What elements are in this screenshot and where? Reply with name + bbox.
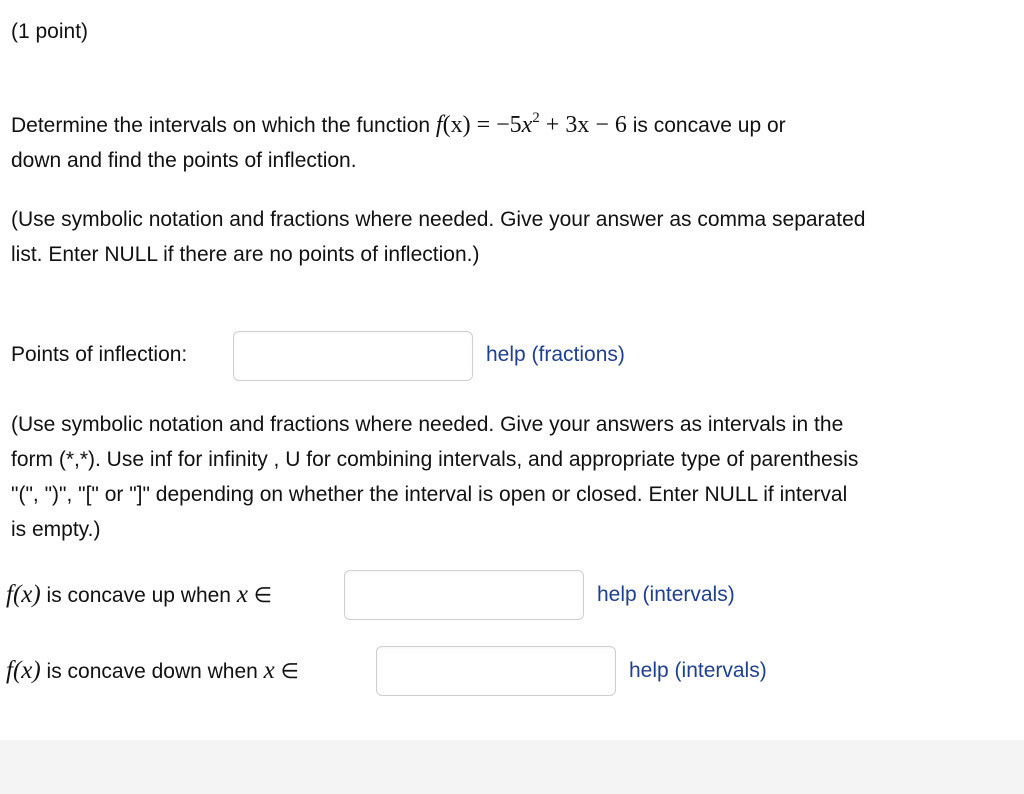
formula-exponent: 2 xyxy=(532,110,540,126)
concave-down-function xyxy=(6,657,41,684)
points-label: (1 point) xyxy=(11,20,89,43)
instructions-line1: (Use symbolic notation and fractions where needed. Give your answer as comma separated xyxy=(11,208,866,231)
concave-down-x-wrap xyxy=(264,657,275,684)
intro-text: Determine the intervals on which the function xyxy=(11,114,436,137)
concave-down-input[interactable] xyxy=(376,646,616,696)
instructions2-line2: form (*,*). Use inf for infinity , U for combining intervals, and appropriate type of parenthesis xyxy=(11,448,859,471)
function-formula xyxy=(436,112,627,138)
concave-up-input[interactable] xyxy=(344,570,584,620)
function-argument: (x) xyxy=(442,112,471,138)
concave-up-x: x xyxy=(236,581,248,608)
concave-down-label xyxy=(6,656,299,687)
formula-variable: x xyxy=(521,112,533,138)
problem-statement-line2: down and find the points of inflection. xyxy=(11,149,357,172)
instructions2-line1: (Use symbolic notation and fractions where needed. Give your answers as intervals in the xyxy=(11,413,844,436)
instructions2-line3: "(", ")", "[" or "]" depending on whether the interval is open or closed. Enter NULL if interval xyxy=(11,483,848,506)
concave-up-label xyxy=(6,580,272,611)
concave-down-element-of: ∈ xyxy=(274,660,299,683)
help-intervals-up-link[interactable]: help (intervals) xyxy=(597,583,735,606)
concave-up-x-wrap xyxy=(237,581,248,608)
concave-down-x: x xyxy=(263,657,275,684)
concave-up-element-of: ∈ xyxy=(247,584,273,607)
inflection-points-input[interactable] xyxy=(233,331,473,381)
instructions2-line4: is empty.) xyxy=(11,518,101,541)
function-symbol: f xyxy=(435,112,443,138)
intro-text-end: is concave up or xyxy=(626,114,786,137)
concave-up-text: is concave up when xyxy=(40,584,237,607)
problem-statement-line1 xyxy=(11,108,786,146)
page-bottom-background xyxy=(0,740,1024,794)
formula-equals: = −5 xyxy=(470,112,522,138)
concave-down-f: f(x) xyxy=(6,657,41,684)
inflection-label: Points of inflection: xyxy=(11,343,188,366)
concave-up-f: f(x) xyxy=(6,581,41,608)
help-fractions-link[interactable]: help (fractions) xyxy=(486,343,625,366)
instructions-line2: list. Enter NULL if there are no points of inflection.) xyxy=(11,243,480,266)
concave-up-function xyxy=(6,581,41,608)
concave-down-text: is concave down when xyxy=(40,660,264,683)
formula-rest: + 3x − 6 xyxy=(539,112,627,138)
help-intervals-down-link[interactable]: help (intervals) xyxy=(629,659,767,682)
